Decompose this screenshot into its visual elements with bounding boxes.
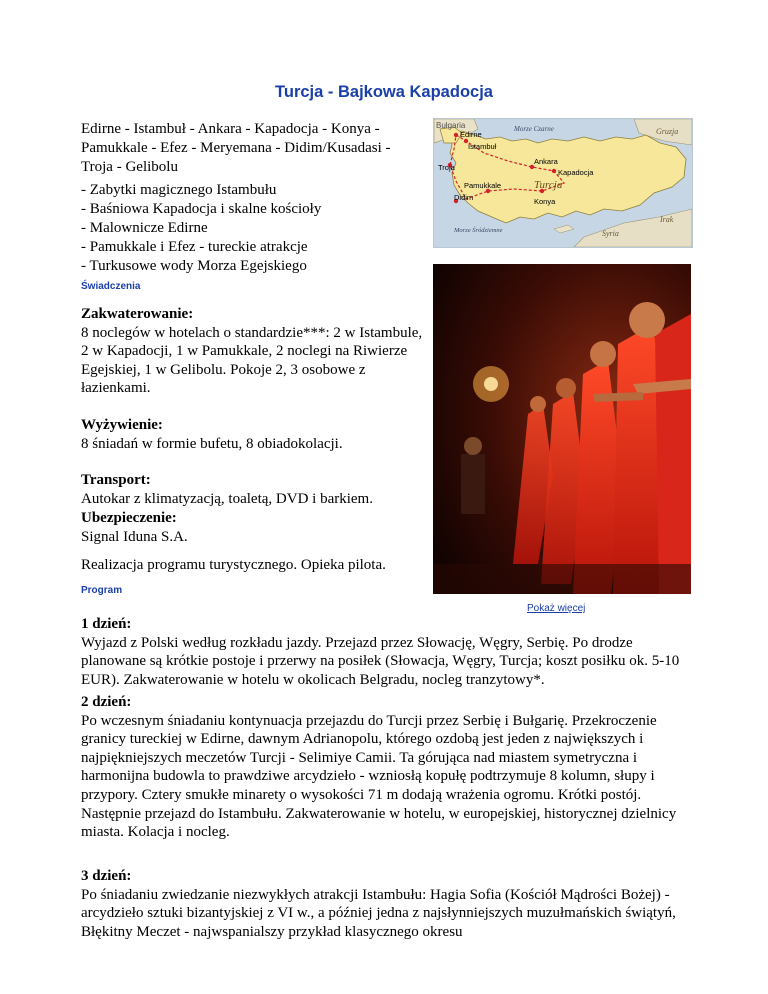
map-label-edirne: Edirne [460,130,482,139]
day-1-block [81,615,681,689]
route-text: Edirne - Istambuł - Ankara - Kapadocja - Konya - Pamukkale - Efez - Meryemana - Didim/Kusadasi - Troja - Gelibolu [81,121,391,175]
insurance-text: Signal Iduna S.A. [81,528,188,545]
map-label-med-sea: Morze Śródziemne [454,227,503,234]
insurance-heading: Ubezpieczenie: [81,510,177,526]
day-heading: 3 dzień: [81,868,132,884]
transport-text: Autokar z klimatyzacją, toaletą, DVD i barkiem. [81,490,373,507]
map-label-kapadocja: Kapadocja [558,168,594,177]
meals-text: 8 śniadań w formie bufetu, 8 obiadokolacji. [81,435,343,452]
day-heading: 1 dzień: [81,616,132,632]
map-label-syria: Syria [602,229,619,238]
map-label-pamukkale: Pamukkale [464,181,502,190]
section-label-program: Program [81,585,123,596]
highlight-item: - Pamukkale i Efez - tureckie atrakcje [81,239,308,255]
map-label-black-sea: Morze Czarne [514,125,554,133]
accommodation-heading: Zakwaterowanie: [81,306,194,322]
turkey-route-map [433,118,693,248]
highlight-item: - Zabytki magicznego Istambułu [81,182,277,198]
day-text: Wyjazd z Polski według rozkładu jazdy. Przejazd przez Słowację, Węgry, Serbię. Po drodze planowane są krótkie postoje i przerwy na posiłek (Słowacja, Węgry, Turcja; koszt posiłku ok. 5-10 EUR). Zakwaterowanie w hotelu w okolicach Belgradu, nocleg tranzytowy*. [81,634,680,688]
transport-block [81,471,426,508]
section-label-swiadczenia: Świadczenia [81,281,141,292]
highlights-list [81,181,421,276]
map-label-ankara: Ankara [534,157,558,166]
accommodation-text: 8 noclegów w hotelach o standardzie***: 2 w Istambule, 2 w Kapadocji, 1 w Pamukkale, 2 noclegi na Riwierze Egejskiej, 1 w Gelibolu. Pokoje 2, 3 osobowe z łazienkami. [81,324,423,396]
accommodation-block [81,305,426,398]
belly-dancers-photo [433,264,691,594]
meals-block [81,416,426,453]
day-3-block [81,867,681,941]
map-label-irak: Irak [660,215,674,224]
day-2-block [81,693,681,842]
map-label-didim: Didim [454,193,474,202]
show-more-link[interactable]: Pokaż więcej [527,603,586,614]
highlight-item: - Malownicze Edirne [81,220,208,236]
page-title: Turcja - Bajkowa Kapadocja [275,83,493,101]
map-label-turcja: Turcja [534,179,563,191]
meals-heading: Wyżywienie: [81,417,163,433]
day-text: Po śniadaniu zwiedzanie niezwykłych atrakcji Istambułu: Hagia Sofia (Kościół Mądrości Bożej) - arcydzieło sztuki bizantyjskiej z VI w., a później jedna z najsłynniejszych muzułmańskich świątyń, Błękitny Meczet - najwspanialszy przykład klasycznego okresu [81,886,676,940]
map-label-bulgaria: Bułgaria [436,121,466,130]
transport-heading: Transport: [81,472,151,488]
day-text: Po wczesnym śniadaniu kontynuacja przejazdu do Turcji przez Serbię i Bułgarię. Przekroczenie granicy tureckiej w Edirne, dawnym Adrianopolu, którego ozdobą jest jeden z największych i najpiękniejszych meczetów Turcji - Selimiye Camii. Ta górująca nad miastem symetryczna i harmonijna budowla to prawdziwe arcydzieło - wzniosłą kopułę podtrzymuje 8 kolumn, słupy i przypory. Cztery smukłe minarety o wysokości 71 m dodają wrażenia ogromu. Krótki postój. Następnie przejazd do Istambułu. Zakwaterowanie w hotelu, w europejskiej, historycznej dzielnicy miasta. Kolacja i nocleg. [81,712,677,841]
map-label-troja: Troja [438,163,455,172]
day-heading: 2 dzień: [81,694,132,710]
map-label-konya: Konya [534,197,556,206]
insurance-block [81,509,426,546]
highlight-item: - Baśniowa Kapadocja i skalne kościoły [81,201,322,217]
map-label-istanbul: Istambuł [468,142,497,151]
highlight-item: - Turkusowe wody Morza Egejskiego [81,258,307,274]
map-label-georgia: Gruzja [656,127,679,136]
realization-text: Realizacja programu turystycznego. Opieka pilota. [81,557,386,573]
